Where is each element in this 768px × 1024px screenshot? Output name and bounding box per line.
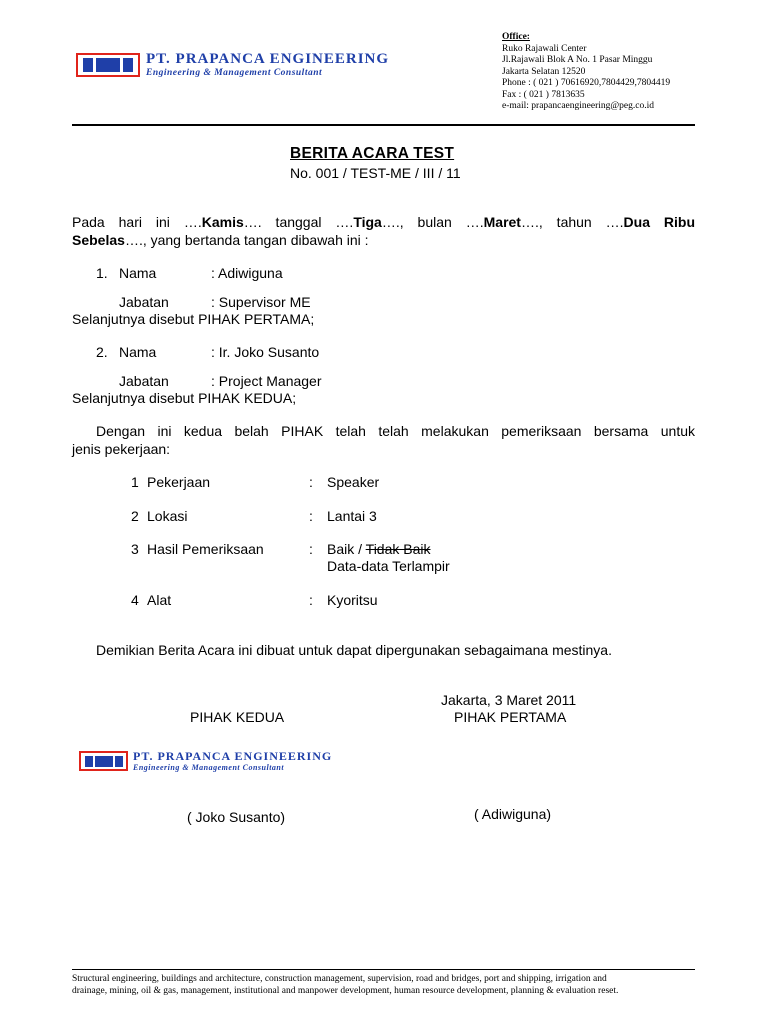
office-phone: Phone : ( 021 ) 70616920,7804429,7804419 [502,78,671,88]
party2-designation: Selanjutnya disebut PIHAK KEDUA; [72,390,297,406]
item-value [327,540,431,558]
logo-emblem [76,53,140,77]
party1-name: : Adiwiguna [211,265,283,281]
company-name: PT. PRAPANCA ENGINEERING [133,749,333,763]
party1-position-label: Jabatan [119,294,169,310]
item-value-extra: Data-data Terlampir [327,558,450,574]
item-label: Pekerjaan [147,474,211,490]
header-divider [72,124,695,126]
right-signer-name: ( Adiwiguna) [474,806,552,822]
party1-position: : Supervisor ME [211,294,311,310]
company-name: PT. PRAPANCA ENGINEERING [146,51,390,67]
year-value-b: Sebelas [72,232,125,248]
company-stamp-logo [79,750,332,772]
item-value: Kyoritsu [327,592,378,608]
item-label: Hasil Pemeriksaan [147,541,264,557]
logo-emblem [79,751,128,771]
item-colon: : [309,592,313,608]
result-not-good-struck: Tidak Baik [365,541,431,557]
party2-name-label: Nama [119,344,157,360]
left-signer-title: PIHAK KEDUA [190,709,285,725]
left-signer-name: ( Joko Susanto) [187,809,286,825]
item-colon: : [309,474,313,490]
day-value: Kamis [201,214,244,230]
party2-position: : Project Manager [211,373,322,389]
item-number: 1 [131,474,139,490]
inspection-statement-cont: jenis pekerjaan: [72,441,171,457]
right-signer-title: PIHAK PERTAMA [454,709,567,725]
party2-number: 2. [96,344,108,360]
footer-divider [72,969,695,970]
item-label: Lokasi [147,508,188,524]
footer-services [72,974,695,997]
company-tagline: Engineering & Management Consultant [133,763,285,772]
party2-name: : Ir. Joko Susanto [211,344,320,360]
item-label: Alat [147,592,172,608]
office-fax: Fax : ( 021 ) 7813635 [502,89,585,100]
office-line: Jakarta Selatan 12520 [502,66,586,77]
party2-position-label: Jabatan [119,373,169,389]
office-email: e-mail: prapancaengineering@peg.co.id [502,101,654,111]
item-number: 2 [131,508,139,524]
office-line: Jl.Rajawali Blok A No. 1 Pasar Minggu [502,55,653,65]
office-line: Ruko Rajawali Center [502,43,587,54]
date-value: Tiga [353,214,382,230]
month-value: Maret [483,214,521,230]
item-number: 4 [131,592,139,608]
intro-line-1: Pada hari ini ….Kamis…. tanggal ….Tiga…., bulan ….Maret…., tahun ….Dua Ribu [72,214,696,230]
year-value-a: Dua Ribu [623,214,696,230]
office-address [502,32,670,113]
intro-line-2: Sebelas…., yang bertanda tangan dibawah ini : [72,232,369,248]
item-colon: : [309,508,313,524]
closing-statement: Demikian Berita Acara ini dibuat untuk dapat dipergunakan sebagaimana mestinya. [96,642,612,658]
place-date: Jakarta, 3 Maret 2011 [441,692,577,708]
party1-name-label: Nama [119,265,157,281]
office-label: Office: [502,32,530,42]
item-colon: : [309,541,313,557]
document-title: BERITA ACARA TEST [290,145,455,162]
company-logo-header [76,52,389,79]
inspection-statement: Dengan ini kedua belah PIHAK telah telah melakukan pemeriksaan bersama untuk [96,423,695,439]
footer-line-2: drainage, mining, oil & gas, management, institutional and manpower development, human resource development, planning & evaluation reset. [72,985,619,996]
party1-number: 1. [96,265,108,281]
document-number: No. 001 / TEST-ME / III / 11 [290,165,461,181]
result-good: Baik / [327,541,363,557]
item-value: Lantai 3 [327,508,377,524]
footer-line-1: Structural engineering, buildings and architecture, construction management, supervision, road and bridges, port and shipping, irrigation and [72,974,607,984]
company-tagline: Engineering & Management Consultant [146,68,323,78]
item-number: 3 [131,541,139,557]
item-value: Speaker [327,474,380,490]
party1-designation: Selanjutnya disebut PIHAK PERTAMA; [72,311,315,327]
